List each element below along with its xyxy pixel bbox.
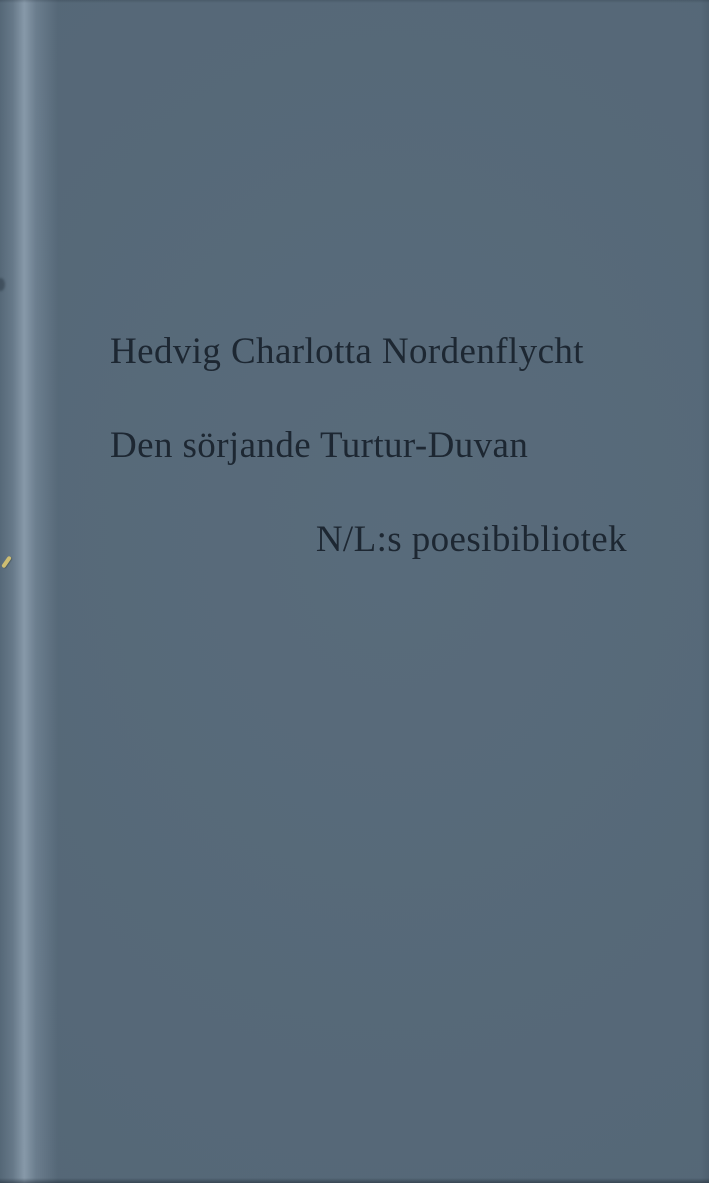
book-title: Den sörjande Turtur-Duvan [110,425,529,466]
series-name: N/L:s poesibibliotek [315,519,627,560]
author-name: Hedvig Charlotta Nordenflycht [110,331,584,372]
